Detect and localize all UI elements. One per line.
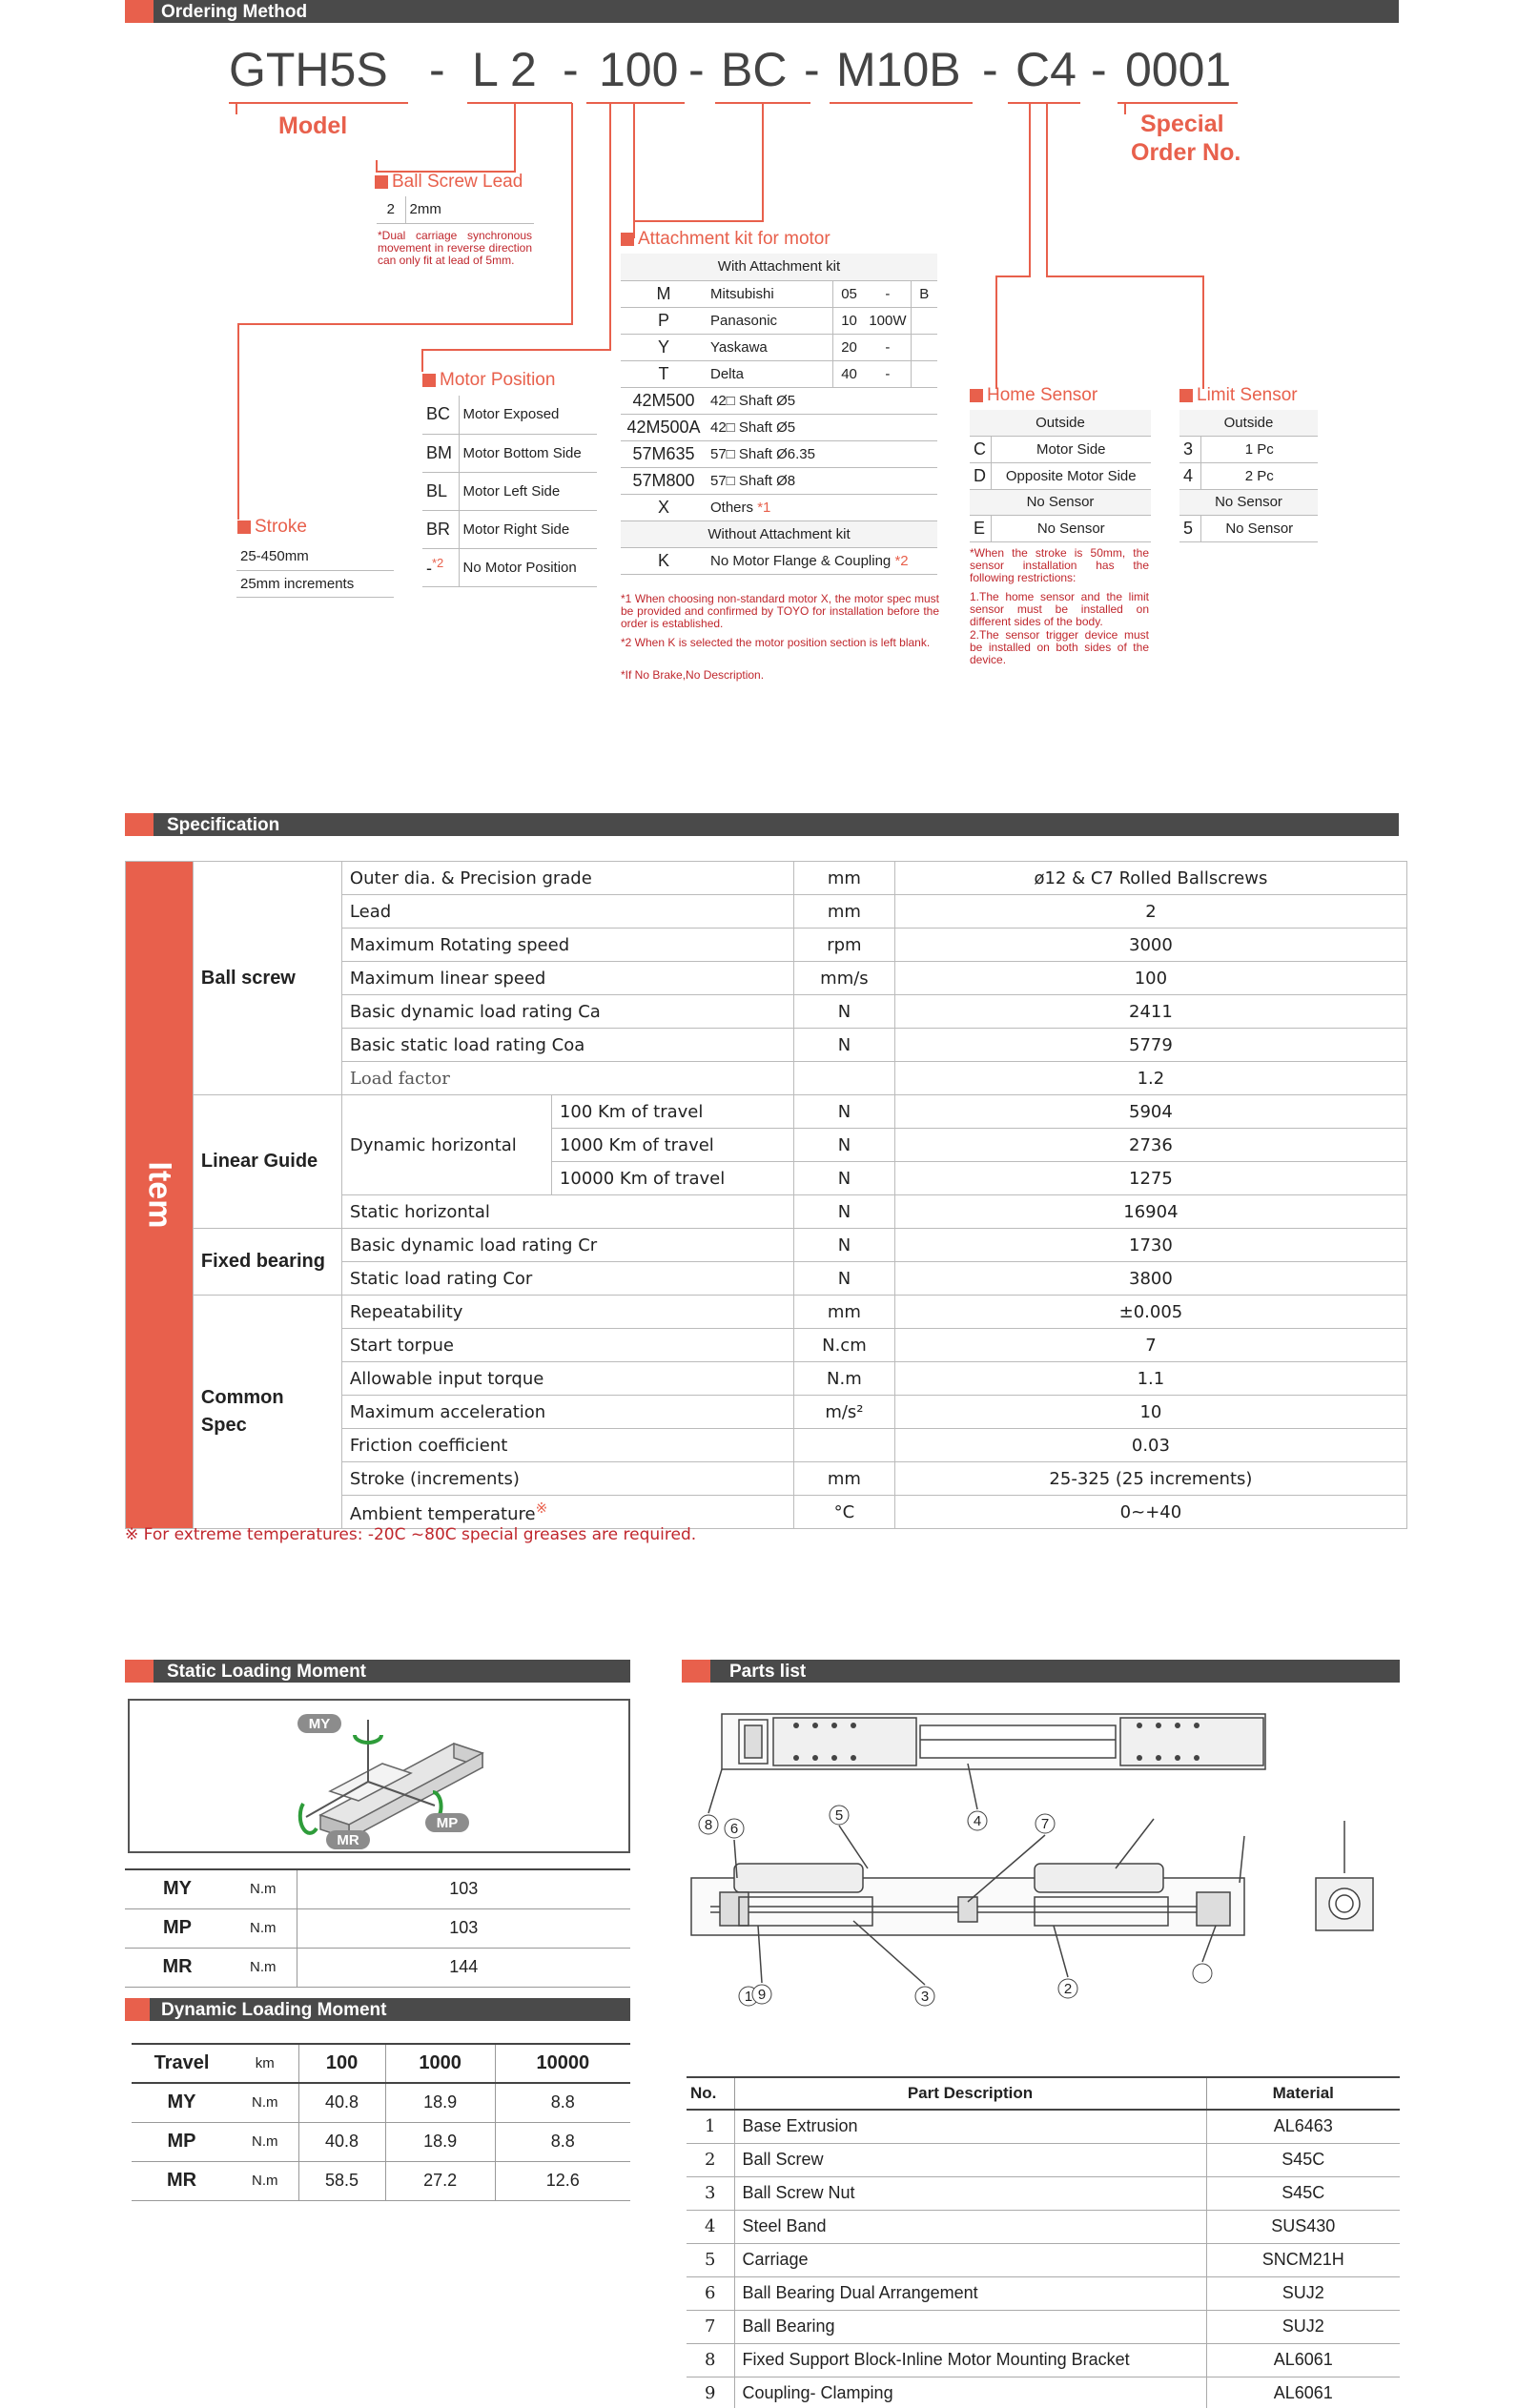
dynamic-moment-table — [132, 2043, 630, 2201]
callout-6: 6 — [729, 1821, 739, 1837]
part-no: 4 — [687, 2210, 734, 2243]
spec-unit: mm — [793, 1296, 894, 1329]
square-bullet-icon — [621, 233, 634, 246]
attachment-note-2: *2 When K is selected the motor position section is left blank. — [621, 636, 931, 649]
spec-unit: rpm — [793, 929, 894, 962]
parts-header-bar — [682, 1660, 1400, 1683]
motor-pos-label: Motor Right Side — [459, 510, 597, 548]
home-code: E — [970, 515, 991, 541]
limit-no-sensor-header: No Sensor — [1179, 489, 1318, 515]
spec-unit — [793, 1062, 894, 1095]
stroke-title: Stroke — [237, 517, 307, 538]
home-outside: Outside — [970, 410, 1151, 436]
spec-unit: m/s² — [793, 1396, 894, 1429]
spec-value: 25-325 (25 increments) — [894, 1462, 1406, 1496]
motor-pos-label: No Motor Position — [459, 548, 597, 586]
code-motor-pos: BC — [721, 43, 788, 96]
code-dash: - — [563, 43, 579, 96]
spec-value: 1730 — [894, 1229, 1406, 1262]
motor-pos-code: BL — [422, 472, 459, 510]
part-no: 9 — [687, 2377, 734, 2408]
part-no: 5 — [687, 2243, 734, 2276]
limit-label: No Sensor — [1200, 515, 1318, 541]
kit-shaft-label: 42□ Shaft Ø5 — [707, 414, 937, 440]
dyn-header-name: Travel — [132, 2044, 232, 2083]
spec-value: 7 — [894, 1329, 1406, 1362]
part-material: AL6463 — [1206, 2110, 1400, 2143]
item-label: Item — [141, 1161, 178, 1229]
kit-shaft-label: 57□ Shaft Ø8 — [707, 467, 937, 494]
spec-sublabel: 1000 Km of travel — [551, 1129, 793, 1162]
code-model: GTH5S — [229, 43, 388, 96]
kit-num: 20 — [832, 334, 865, 360]
static-moment-table — [125, 1868, 630, 1988]
moment-name: MY — [125, 1869, 230, 1908]
moment-name: MR — [125, 1948, 230, 1987]
square-bullet-icon — [422, 374, 436, 387]
kit-brand: Mitsubishi — [707, 280, 832, 307]
group-ball-screw: Ball screw — [193, 862, 341, 1095]
kit-shaft-label: Others *1 — [707, 494, 937, 520]
parts-header-material: Material — [1206, 2077, 1400, 2110]
kit-dash: - — [865, 360, 911, 387]
spec-unit: N — [793, 1129, 894, 1162]
moment-unit: N.m — [232, 2122, 298, 2161]
part-desc: Steel Band — [734, 2210, 1206, 2243]
special-label-2: Order No. — [1131, 139, 1241, 166]
spec-label: Maximum linear speed — [341, 962, 793, 995]
spec-header-bar — [125, 813, 1399, 836]
moment-value: 12.6 — [495, 2161, 630, 2200]
kit-shaft-label: 42□ Shaft Ø5 — [707, 387, 937, 414]
part-desc: Coupling- Clamping — [734, 2377, 1206, 2408]
attachment-note-1: *1 When choosing non-standard motor X, the motor spec must be provided and confirmed by TOYO for installation before the order is established. — [621, 592, 939, 630]
lead-code: 2 — [377, 196, 405, 223]
part-material: SUS430 — [1206, 2210, 1400, 2243]
square-bullet-icon — [970, 389, 983, 402]
group-fixed-bearing: Fixed bearing — [193, 1229, 341, 1296]
moment-unit: N.m — [230, 1908, 297, 1948]
square-bullet-icon — [375, 175, 388, 189]
code-stroke: 100 — [599, 43, 679, 96]
spec-sublabel: 100 Km of travel — [551, 1095, 793, 1129]
part-desc: Ball Bearing Dual Arrangement — [734, 2276, 1206, 2310]
part-material: SUJ2 — [1206, 2310, 1400, 2343]
part-no: 7 — [687, 2310, 734, 2343]
part-material: SUJ2 — [1206, 2276, 1400, 2310]
callout-1: 1 — [744, 1989, 753, 2005]
spec-value: 1.2 — [894, 1062, 1406, 1095]
moment-value: 103 — [297, 1908, 630, 1948]
moment-value: 27.2 — [385, 2161, 495, 2200]
attachment-with-header: With Attachment kit — [621, 254, 937, 280]
spec-unit: N — [793, 1262, 894, 1296]
kit-dash: - — [865, 280, 911, 307]
static-moment-header-bar — [125, 1660, 630, 1683]
spec-unit: N — [793, 1029, 894, 1062]
spec-unit: N — [793, 1162, 894, 1195]
kit-dash: 100W — [865, 307, 911, 334]
motor-pos-code: -$^{*2}$ — [422, 548, 459, 586]
dynamic-moment-title: Dynamic Loading Moment — [161, 2000, 387, 2020]
code-dash: - — [429, 43, 445, 96]
code-motor-kit: M10B — [836, 43, 961, 96]
spec-value: 10 — [894, 1396, 1406, 1429]
spec-unit: °C — [793, 1496, 894, 1529]
model-label: Model — [278, 112, 348, 139]
spec-unit: N.cm — [793, 1329, 894, 1362]
spec-unit: mm — [793, 1462, 894, 1496]
spec-value: 5904 — [894, 1095, 1406, 1129]
kit-shaft-label: 57□ Shaft Ø6.35 — [707, 440, 937, 467]
spec-unit: N — [793, 995, 894, 1029]
square-bullet-icon — [237, 520, 251, 534]
part-desc: Fixed Support Block-Inline Motor Mounting Bracket — [734, 2343, 1206, 2377]
spec-value: ±0.005 — [894, 1296, 1406, 1329]
home-sensor-title: Home Sensor — [970, 385, 1097, 406]
code-dash: - — [804, 43, 820, 96]
spec-label: Stroke (increments) — [341, 1462, 793, 1496]
spec-unit: N — [793, 1095, 894, 1129]
motor-pos-label: Motor Left Side — [459, 472, 597, 510]
kit-brand: Panasonic — [707, 307, 832, 334]
moment-value: 40.8 — [298, 2083, 385, 2122]
limit-sensor-title: Limit Sensor — [1179, 385, 1298, 406]
kit-code: Y — [621, 334, 707, 360]
part-no: 1 — [687, 2110, 734, 2143]
moment-value: 40.8 — [298, 2122, 385, 2161]
parts-header-desc: Part Description — [734, 2077, 1206, 2110]
parts-drawing — [682, 1697, 1400, 2030]
kit-shaft-code: X — [621, 494, 707, 520]
kit-shaft-code: 42M500A — [621, 414, 707, 440]
attachment-without-header: Without Attachment kit — [621, 520, 937, 547]
kit-code: K — [621, 547, 707, 574]
limit-sensor-table — [1179, 410, 1318, 542]
spec-value: 1.1 — [894, 1362, 1406, 1396]
spec-unit: mm/s — [793, 962, 894, 995]
moment-unit: N.m — [232, 2083, 298, 2122]
moment-value: 18.9 — [385, 2122, 495, 2161]
kit-code: P — [621, 307, 707, 334]
spec-value: 5779 — [894, 1029, 1406, 1062]
spec-label: Load factor — [341, 1062, 793, 1095]
spec-label: Allowable input torque — [341, 1362, 793, 1396]
spec-value: 16904 — [894, 1195, 1406, 1229]
moment-unit: N.m — [230, 1948, 297, 1987]
moment-name: MP — [132, 2122, 232, 2161]
stroke-table — [236, 543, 394, 598]
code-dash: - — [1091, 43, 1107, 96]
part-material: SNCM21H — [1206, 2243, 1400, 2276]
spec-label: Static horizontal — [341, 1195, 793, 1229]
home-sensor-note-a: 1.The home sensor and the limit sensor must be installed on different sides of the body. — [970, 590, 1149, 628]
moment-name: MR — [132, 2161, 232, 2200]
spec-value: 0.03 — [894, 1429, 1406, 1462]
dyn-header-col: 100 — [298, 2044, 385, 2083]
attachment-title: Attachment kit for motor — [621, 229, 831, 250]
home-no-sensor-header: No Sensor — [970, 489, 1151, 515]
part-desc: Carriage — [734, 2243, 1206, 2276]
moment-unit: N.m — [232, 2161, 298, 2200]
motor-pos-label: Motor Bottom Side — [459, 434, 597, 472]
part-desc: Ball Screw Nut — [734, 2176, 1206, 2210]
code-dash: - — [982, 43, 998, 96]
lead-value: 2mm — [405, 196, 534, 223]
home-code: C — [970, 436, 991, 462]
home-sensor-table — [970, 410, 1151, 542]
motor-pos-code: BR — [422, 510, 459, 548]
mr-axis-label: MR — [337, 1832, 359, 1848]
kit-brand: Yaskawa — [707, 334, 832, 360]
spec-value: 3000 — [894, 929, 1406, 962]
home-sensor-note-b: 2.The sensor trigger device must be installed on both sides of the device. — [970, 628, 1149, 666]
special-label: Special — [1140, 111, 1224, 137]
spec-label: Maximum acceleration — [341, 1396, 793, 1429]
callout-3: 3 — [920, 1989, 930, 2005]
spec-label: Static load rating Cor — [341, 1262, 793, 1296]
spec-label: Start torpue — [341, 1329, 793, 1362]
moment-value: 18.9 — [385, 2083, 495, 2122]
square-bullet-icon — [1179, 389, 1193, 402]
part-no: 3 — [687, 2176, 734, 2210]
home-label: Opposite Motor Side — [991, 462, 1151, 489]
kit-num: 40 — [832, 360, 865, 387]
motor-position-title: Motor Position — [422, 370, 555, 391]
kit-shaft-code: 57M635 — [621, 440, 707, 467]
spec-sublabel: 10000 Km of travel — [551, 1162, 793, 1195]
limit-label: 1 Pc — [1200, 436, 1318, 462]
callout-5: 5 — [834, 1807, 844, 1824]
parts-title: Parts list — [729, 1662, 807, 1682]
kit-code: T — [621, 360, 707, 387]
motor-pos-code: BC — [422, 396, 459, 434]
spec-value: 2 — [894, 895, 1406, 929]
limit-outside: Outside — [1179, 410, 1318, 436]
ordering-title: Ordering Method — [161, 2, 308, 22]
spec-label: Basic dynamic load rating Cr — [341, 1229, 793, 1262]
spec-unit: mm — [793, 862, 894, 895]
spec-unit: N.m — [793, 1362, 894, 1396]
spec-value: 0~+40 — [894, 1496, 1406, 1529]
spec-label: Lead — [341, 895, 793, 929]
limit-code: 5 — [1179, 515, 1200, 541]
kit-num: 10 — [832, 307, 865, 334]
callout-4: 4 — [973, 1813, 982, 1829]
kit-brake: B — [911, 280, 937, 307]
motor-position-table — [422, 396, 597, 587]
kit-brand: Delta — [707, 360, 832, 387]
moment-value: 103 — [297, 1869, 630, 1908]
part-desc: Ball Bearing — [734, 2310, 1206, 2343]
spec-value: 2736 — [894, 1129, 1406, 1162]
spec-value: 3800 — [894, 1262, 1406, 1296]
kit-shaft-code: 57M800 — [621, 467, 707, 494]
part-desc: Base Extrusion — [734, 2110, 1206, 2143]
home-sensor-note: *When the stroke is 50mm, the sensor installation has the following restrictions: — [970, 546, 1149, 584]
lead-title: Ball Screw Lead — [375, 172, 523, 193]
group-common-spec: Common Spec — [193, 1296, 341, 1529]
spec-unit: mm — [793, 895, 894, 929]
part-material: S45C — [1206, 2143, 1400, 2176]
my-axis-label: MY — [308, 1716, 331, 1732]
kit-dash: - — [865, 334, 911, 360]
moment-value: 58.5 — [298, 2161, 385, 2200]
spec-title: Specification — [167, 815, 280, 835]
moment-axes-illustration — [130, 1701, 628, 1851]
moment-unit: N.m — [230, 1869, 297, 1908]
part-material: S45C — [1206, 2176, 1400, 2210]
spec-value: 1275 — [894, 1162, 1406, 1195]
spec-value: 2411 — [894, 995, 1406, 1029]
motor-pos-code: BM — [422, 434, 459, 472]
attachment-table — [621, 254, 937, 575]
static-moment-title: Static Loading Moment — [167, 1662, 366, 1682]
moment-value: 8.8 — [495, 2083, 630, 2122]
parts-table — [687, 2076, 1400, 2408]
code-lead: 2 — [510, 43, 537, 96]
part-material: AL6061 — [1206, 2377, 1400, 2408]
code-sensor: C4 — [1015, 43, 1077, 96]
moment-name: MY — [132, 2083, 232, 2122]
mp-axis-label: MP — [436, 1815, 459, 1831]
kit-num: 05 — [832, 280, 865, 307]
home-code: D — [970, 462, 991, 489]
moment-name: MP — [125, 1908, 230, 1948]
group-linear-guide: Linear Guide — [193, 1095, 341, 1229]
spec-label: Basic static load rating Coa — [341, 1029, 793, 1062]
spec-unit: N — [793, 1195, 894, 1229]
lead-note: *Dual carriage synchronous movement in reverse direction can only fit at lead of 5mm. — [378, 229, 532, 267]
home-label: Motor Side — [991, 436, 1151, 462]
spec-label: Outer dia. & Precision grade — [341, 862, 793, 895]
limit-label: 2 Pc — [1200, 462, 1318, 489]
item-column — [126, 862, 194, 1529]
spec-value: ø12 & C7 Rolled Ballscrews — [894, 862, 1406, 895]
spec-label: Maximum Rotating speed — [341, 929, 793, 962]
limit-code: 3 — [1179, 436, 1200, 462]
spec-unit — [793, 1429, 894, 1462]
spec-label: Friction coefficient — [341, 1429, 793, 1462]
dyn-header-col: 1000 — [385, 2044, 495, 2083]
part-no: 6 — [687, 2276, 734, 2310]
spec-table — [125, 861, 1407, 1529]
part-no: 8 — [687, 2343, 734, 2377]
kit-code: M — [621, 280, 707, 307]
moment-value: 144 — [297, 1948, 630, 1987]
spec-label: Dynamic horizontal — [341, 1095, 551, 1195]
callout-7: 7 — [1040, 1816, 1050, 1832]
dynamic-moment-header-bar — [125, 1998, 630, 2021]
kit-label: No Motor Flange & Coupling *2 — [707, 547, 937, 574]
callout-8: 8 — [704, 1817, 713, 1833]
callout-2: 2 — [1063, 1981, 1073, 1997]
stroke-increments: 25mm increments — [236, 570, 394, 597]
part-material: AL6061 — [1206, 2343, 1400, 2377]
limit-code: 4 — [1179, 462, 1200, 489]
home-label: No Sensor — [991, 515, 1151, 541]
part-no: 2 — [687, 2143, 734, 2176]
callout-9: 9 — [757, 1987, 767, 2003]
spec-value: 100 — [894, 962, 1406, 995]
code-lead-letter: L — [472, 43, 499, 96]
spec-label: Repeatability — [341, 1296, 793, 1329]
code-dash: - — [688, 43, 705, 96]
moment-diagram — [128, 1699, 630, 1853]
spec-label: Ambient temperature※ — [341, 1496, 793, 1529]
moment-value: 8.8 — [495, 2122, 630, 2161]
stroke-range: 25-450mm — [236, 543, 394, 570]
dyn-header-unit: km — [232, 2044, 298, 2083]
dyn-header-col: 10000 — [495, 2044, 630, 2083]
spec-unit: N — [793, 1229, 894, 1262]
kit-shaft-code: 42M500 — [621, 387, 707, 414]
part-desc: Ball Screw — [734, 2143, 1206, 2176]
motor-pos-label: Motor Exposed — [459, 396, 597, 434]
attachment-note-3: *If No Brake,No Description. — [621, 668, 765, 682]
parts-header-no: No. — [687, 2077, 734, 2110]
lead-table — [377, 196, 534, 224]
spec-footnote: ※ For extreme temperatures: -20C ~80C special greases are required. — [125, 1525, 697, 1544]
spec-label: Basic dynamic load rating Ca — [341, 995, 793, 1029]
code-special: 0001 — [1125, 43, 1232, 96]
